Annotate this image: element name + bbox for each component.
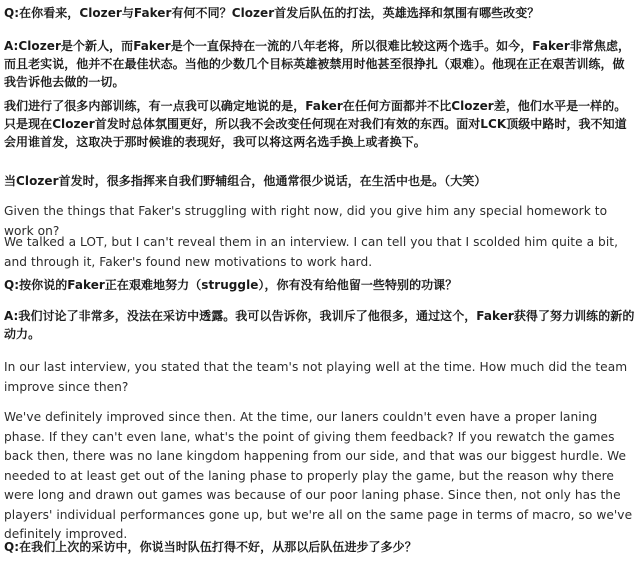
question-special-homework-zh: Q:按你说的Faker正在艰难地努力（struggle），你有没有给他留一些特别的功课？ — [4, 278, 458, 292]
question-team-improvement-en: In our last interview, you stated that the team's not playing well at the time. How much did the team improve since then? — [4, 360, 628, 394]
answer-shotcalling: 当Clozer首发时，很多指挥来自我们野辅组合，他通常很少说话，在生活中也是。（大笑） — [4, 174, 487, 188]
question-special-homework-en: Given the things that Faker's struggling with right now, did you give him any special homework to work on? — [4, 204, 608, 238]
answer-clozer-vs-faker: A:Clozer是个新人，而Faker是个一直保持在一流的八年老将，所以很难比较这两个选手。如今，Faker非常焦虑，而且老实说，他并不在最佳状态。当他的少数几个目标英雄被禁用时他甚至很挣扎（艰难）。他现在正在艰苦训练，做我告诉他去做的一切。 — [4, 39, 631, 89]
answer-special-homework-zh: A:我们讨论了非常多，没法在采访中透露。我可以告诉你，我训斥了他很多，通过这个，Faker获得了努力训练的新的动力。 — [4, 309, 635, 341]
answer-special-homework-en: We talked a LOT, but I can't reveal them in an interview. I can tell you that I scolded him quite a bit, and through it, Faker's found new motivations to work hard. — [4, 235, 619, 269]
question-clozer-vs-faker: Q:在你看来，Clozer与Faker有何不同？Clozer首发后队伍的打法，英雄选择和氛围有哪些改变？ — [4, 6, 540, 20]
answer-internal-training: 我们进行了很多内部训练，有一点我可以确定地说的是，Faker在任何方面都并不比Clozer差，他们水平是一样的。只是现在Clozer首发时总体氛围更好，所以我不会改变任何现在对我们有效的东西。面对LCK顶级中路时，我不知道会用谁首发，这取决于那时候谁的表现好，我可以将这两名选手换上或者换下。 — [4, 99, 627, 149]
question-team-improvement-zh: Q:在我们上次的采访中，你说当时队伍打得不好，从那以后队伍进步了多少？ — [4, 540, 417, 554]
answer-team-improvement-en: We've definitely improved since then. At the time, our laners couldn't even have a proper laning phase. If they can't even lane, what's the point of giving them feedback? If you rewatch the games back then, there was no lane kingdom happening from our side, and that was our biggest hurdle. We needed to at least get out of the laning phase to properly play the game, but the reason why there were long and drawn out games was because of our poor laning phase. Since then, not only has the players' individual performances gone up, but we're all on the same page in terms of macro, so we've definitely improved. — [4, 410, 633, 541]
